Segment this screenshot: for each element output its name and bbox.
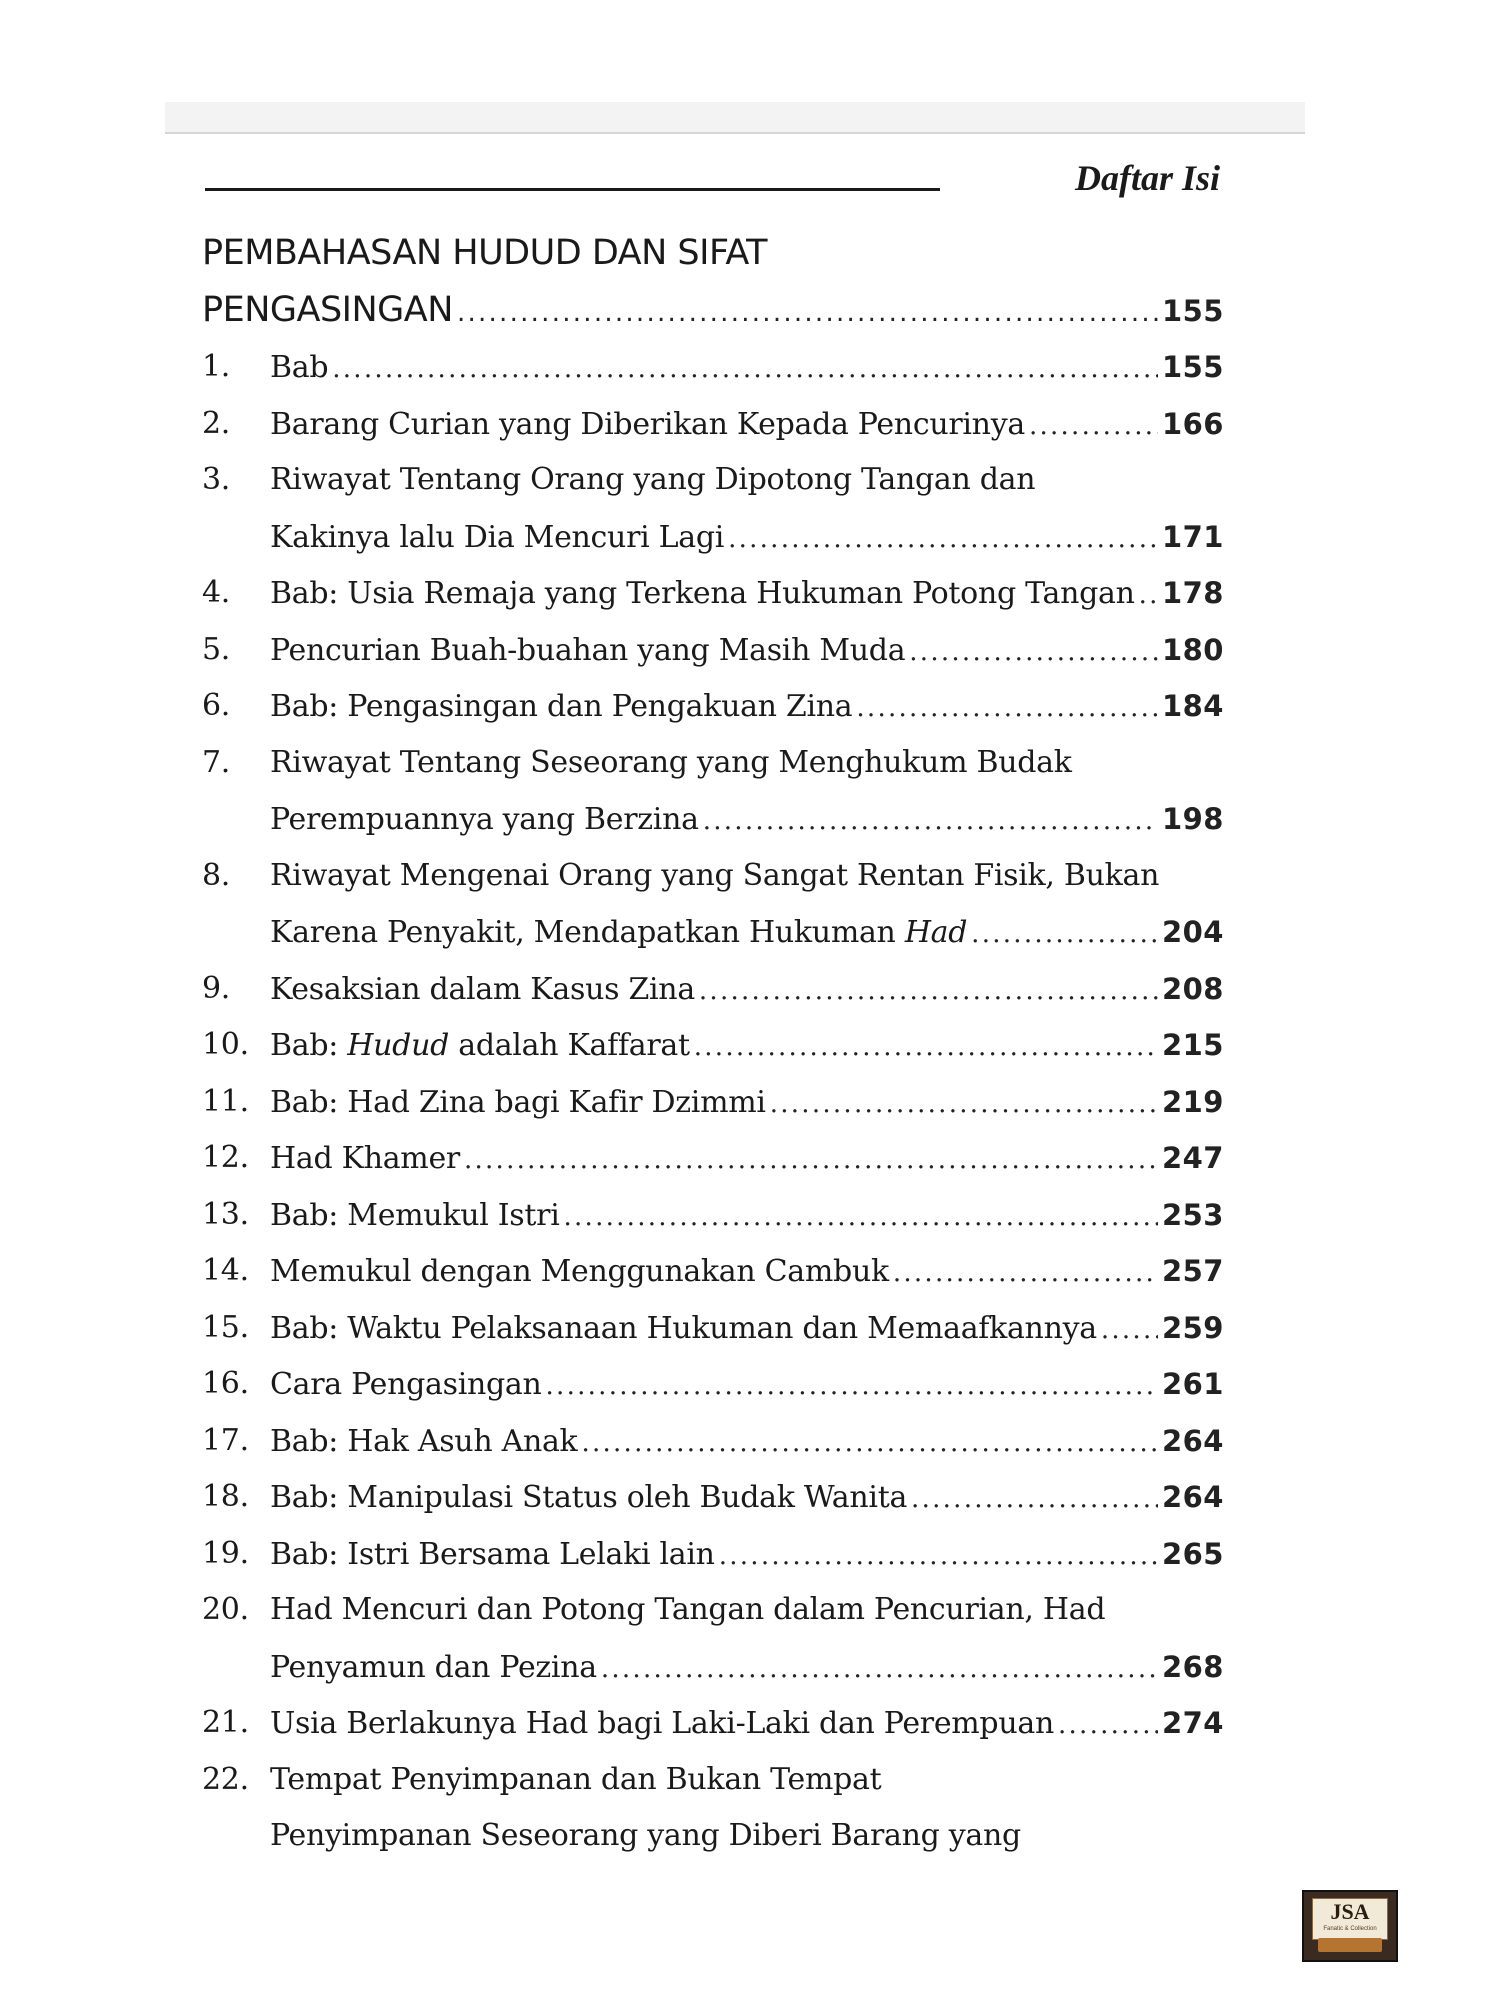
table-of-contents [202, 225, 1224, 1865]
toc-entry[interactable] [202, 565, 1224, 622]
section-page-number: 155 [1161, 294, 1224, 328]
entry-title: Bab: Had Zina bagi Kafir Dzimmi [270, 1084, 766, 1120]
entry-title: Riwayat Mengenai Orang yang Sangat Rentan Fisik, Bukan [270, 857, 1160, 893]
jsa-logo [1302, 1890, 1398, 1962]
dot-leader [719, 1527, 1158, 1585]
dot-leader [911, 1470, 1158, 1528]
toc-entry[interactable] [202, 1695, 1224, 1752]
toc-entry[interactable] [202, 1300, 1224, 1357]
entry-title: Penyamun dan Pezina [270, 1649, 597, 1685]
entry-number: 10. [202, 1027, 249, 1062]
toc-entry[interactable] [202, 961, 1224, 1018]
dot-leader [601, 1640, 1158, 1698]
dot-leader [770, 1075, 1158, 1133]
entry-title: Cara Pengasingan [270, 1367, 542, 1402]
entry-page-number: 247 [1161, 1141, 1224, 1175]
entry-title: Bab: Usia Remaja yang Terkena Hukuman Potong Tangan [270, 576, 1135, 611]
toc-entry[interactable] [202, 848, 1224, 905]
toc-entry[interactable] [202, 1187, 1224, 1244]
entry-title: Bab: Memukul Istri [270, 1197, 560, 1233]
entry-number: 2. [202, 405, 231, 441]
dot-leader [1029, 397, 1158, 455]
entry-number: 19. [202, 1535, 249, 1571]
entry-title: Bab: Waktu Pelaksanaan Hukuman dan Memaafkannya [270, 1310, 1097, 1346]
entry-page-number: 259 [1161, 1310, 1224, 1345]
dot-leader [457, 282, 1158, 342]
section-heading-text: PENGASINGAN [202, 290, 453, 330]
dot-leader [1058, 1696, 1158, 1754]
toc-entry-continuation[interactable] [202, 1639, 1224, 1696]
dot-leader [703, 792, 1158, 850]
logo-text: JSA [1330, 1899, 1370, 1924]
dot-leader [856, 679, 1158, 737]
toc-entry-list [202, 339, 1224, 1865]
entry-page-number: 257 [1161, 1254, 1224, 1288]
entry-page-number: 155 [1161, 350, 1224, 384]
header-rule [205, 188, 940, 191]
toc-entry[interactable] [202, 1243, 1224, 1300]
toc-entry[interactable] [202, 735, 1224, 792]
toc-entry[interactable] [202, 1130, 1224, 1187]
entry-page-number: 261 [1161, 1367, 1224, 1401]
entry-title: Memukul dengan Menggunakan Cambuk [270, 1254, 889, 1289]
entry-number: 12. [202, 1140, 249, 1175]
dot-leader [971, 905, 1158, 963]
entry-page-number: 264 [1161, 1480, 1224, 1514]
section-heading-line-1 [202, 225, 1224, 282]
toc-entry-continuation[interactable] [202, 1808, 1224, 1865]
entry-number: 13. [202, 1196, 249, 1232]
entry-number: 9. [202, 970, 231, 1006]
entry-title: Karena Penyakit, Mendapatkan Hukuman Had [270, 915, 968, 950]
entry-title: Riwayat Tentang Seseorang yang Menghukum Budak [270, 744, 1072, 780]
dot-leader [1101, 1301, 1158, 1359]
dot-leader [699, 962, 1158, 1020]
entry-page-number: 204 [1161, 915, 1224, 949]
dot-leader [1139, 566, 1158, 624]
toc-entry[interactable] [202, 678, 1224, 735]
entry-page-number: 268 [1161, 1649, 1224, 1684]
entry-number: 6. [202, 688, 231, 723]
top-band [165, 102, 1305, 134]
toc-entry[interactable] [202, 1356, 1224, 1413]
dot-leader [909, 623, 1158, 681]
dot-leader [332, 340, 1158, 398]
dot-leader [564, 1188, 1158, 1246]
entry-page-number: 264 [1161, 1423, 1224, 1458]
toc-entry-continuation[interactable] [202, 791, 1224, 848]
toc-entry[interactable] [202, 1074, 1224, 1131]
entry-number: 15. [202, 1309, 249, 1345]
page-header-title: Daftar Isi [1074, 158, 1220, 198]
dot-leader [893, 1244, 1158, 1302]
toc-entry-continuation[interactable] [202, 509, 1224, 566]
entry-title: Had Mencuri dan Potong Tangan dalam Pencurian, Had [270, 1592, 1106, 1627]
toc-entry[interactable] [202, 396, 1224, 453]
toc-entry[interactable] [202, 339, 1224, 396]
entry-title: Usia Berlakunya Had bagi Laki-Laki dan Perempuan [270, 1706, 1054, 1741]
entry-number: 7. [202, 744, 231, 780]
entry-title: Bab [270, 350, 329, 385]
toc-entry[interactable] [202, 1526, 1224, 1583]
entry-page-number: 178 [1161, 576, 1224, 610]
entry-number: 17. [202, 1422, 249, 1458]
entry-number: 5. [202, 631, 231, 667]
entry-title: Bab: Manipulasi Status oleh Budak Wanita [270, 1480, 908, 1515]
entry-page-number: 274 [1161, 1706, 1224, 1740]
entry-page-number: 171 [1161, 519, 1224, 554]
entry-title: Penyimpanan Seseorang yang Diberi Barang yang [270, 1818, 1021, 1853]
toc-entry-continuation[interactable] [202, 904, 1224, 961]
entry-number: 22. [202, 1761, 249, 1797]
toc-entry[interactable] [202, 1582, 1224, 1639]
logo-base [1318, 1938, 1382, 1952]
entry-title: Riwayat Tentang Orang yang Dipotong Tangan dan [270, 462, 1036, 497]
section-heading-text: PEMBAHASAN HUDUD DAN SIFAT [202, 233, 767, 273]
entry-page-number: 166 [1161, 406, 1224, 441]
entry-title: Bab: Hudud adalah Kaffarat [270, 1028, 690, 1063]
entry-title: Had Khamer [270, 1141, 460, 1176]
toc-entry[interactable] [202, 622, 1224, 679]
entry-title: Bab: Pengasingan dan Pengakuan Zina [270, 689, 853, 724]
entry-title: Bab: Istri Bersama Lelaki lain [270, 1536, 715, 1572]
entry-page-number: 219 [1161, 1084, 1224, 1119]
entry-page-number: 208 [1161, 971, 1224, 1006]
entry-page-number: 215 [1161, 1028, 1224, 1062]
entry-number: 4. [202, 575, 231, 610]
entry-title: Barang Curian yang Diberikan Kepada Pencurinya [270, 406, 1025, 442]
toc-entry[interactable] [202, 1752, 1224, 1809]
entry-number: 3. [202, 462, 231, 497]
entry-number: 11. [202, 1083, 249, 1119]
entry-title: Pencurian Buah-buahan yang Masih Muda [270, 632, 906, 668]
toc-entry[interactable] [202, 1413, 1224, 1470]
entry-page-number: 253 [1161, 1197, 1224, 1232]
entry-page-number: 184 [1161, 689, 1224, 723]
entry-number: 21. [202, 1705, 249, 1740]
entry-page-number: 265 [1161, 1536, 1224, 1571]
entry-number: 8. [202, 857, 231, 893]
toc-entry[interactable] [202, 1017, 1224, 1074]
dot-leader [694, 1018, 1158, 1076]
entry-title: Bab: Hak Asuh Anak [270, 1423, 578, 1459]
toc-entry[interactable] [202, 1469, 1224, 1526]
entry-number: 16. [202, 1366, 249, 1401]
entry-title: Kesaksian dalam Kasus Zina [270, 971, 695, 1007]
toc-entry[interactable] [202, 452, 1224, 509]
entry-title: Perempuannya yang Berzina [270, 802, 699, 837]
entry-title: Tempat Penyimpanan dan Bukan Tempat [270, 1761, 882, 1797]
dot-leader [728, 510, 1158, 568]
entry-title: Kakinya lalu Dia Mencuri Lagi [270, 519, 725, 555]
dot-leader [581, 1414, 1158, 1472]
dot-leader [464, 1131, 1158, 1189]
entry-page-number: 180 [1161, 632, 1224, 667]
entry-number: 18. [202, 1479, 249, 1514]
logo-subtext: Fanatic & Collection [1323, 1926, 1377, 1932]
entry-number: 14. [202, 1253, 249, 1288]
entry-number: 1. [202, 349, 231, 384]
entry-number: 20. [202, 1592, 249, 1627]
section-heading-line-2[interactable] [202, 282, 1224, 339]
entry-page-number: 198 [1161, 802, 1224, 836]
dot-leader [546, 1357, 1158, 1415]
